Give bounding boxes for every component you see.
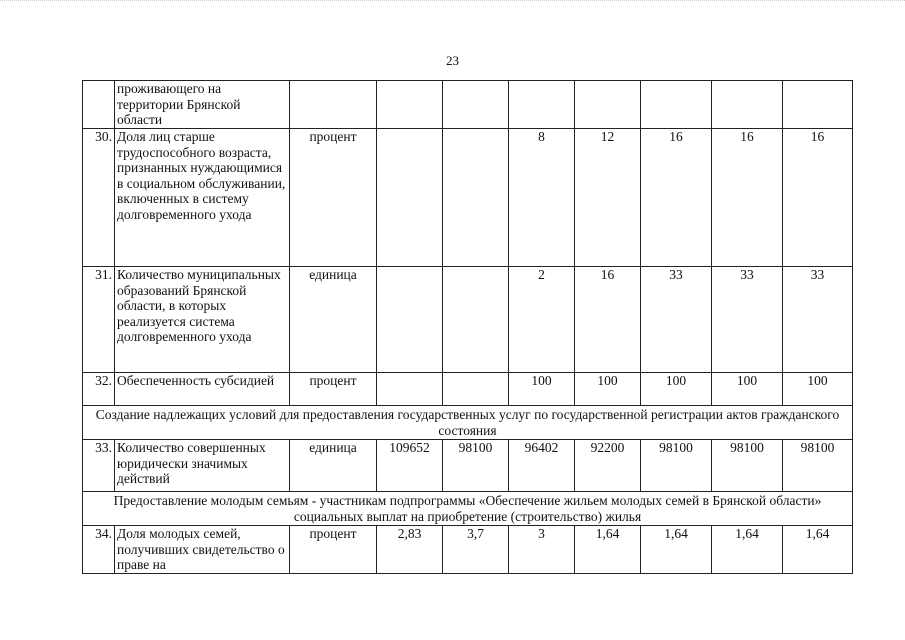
scan-edge-artifact [0, 0, 905, 15]
unit-of-measure: процент [290, 526, 377, 574]
value-cell: 98100 [783, 440, 853, 492]
value-cell [443, 129, 509, 267]
table-row [83, 526, 853, 574]
indicators-table-body [83, 81, 853, 574]
value-cell: 16 [641, 129, 712, 267]
value-cell: 3,7 [443, 526, 509, 574]
table-row [83, 440, 853, 492]
indicators-table [82, 80, 853, 574]
table-row [83, 267, 853, 373]
value-cell: 3 [509, 526, 575, 574]
value-cell: 100 [712, 373, 783, 406]
table-row [83, 129, 853, 267]
value-cell: 100 [509, 373, 575, 406]
value-cell: 12 [575, 129, 641, 267]
row-number: 34. [83, 526, 115, 574]
row-number [83, 81, 115, 129]
value-cell: 2,83 [377, 526, 443, 574]
indicator-name: Количество муниципальных образований Брянской области, в которых реализуется система долговременного ухода [115, 267, 290, 373]
table-row [83, 81, 853, 129]
value-cell: 16 [712, 129, 783, 267]
row-number: 31. [83, 267, 115, 373]
value-cell: 1,64 [641, 526, 712, 574]
row-number: 30. [83, 129, 115, 267]
value-cell: 98100 [712, 440, 783, 492]
unit-of-measure: единица [290, 267, 377, 373]
value-cell: 8 [509, 129, 575, 267]
unit-of-measure: единица [290, 440, 377, 492]
value-cell: 100 [783, 373, 853, 406]
section-header-row [83, 492, 853, 526]
value-cell: 98100 [443, 440, 509, 492]
value-cell: 16 [783, 129, 853, 267]
value-cell [443, 373, 509, 406]
value-cell: 1,64 [783, 526, 853, 574]
page-number: 23 [446, 53, 459, 68]
indicator-name: Обеспеченность субсидией [115, 373, 290, 406]
value-cell: 92200 [575, 440, 641, 492]
value-cell: 100 [575, 373, 641, 406]
value-cell: 33 [783, 267, 853, 373]
value-cell: 98100 [641, 440, 712, 492]
value-cell [377, 373, 443, 406]
value-cell [509, 81, 575, 129]
unit-of-measure: процент [290, 373, 377, 406]
value-cell [443, 81, 509, 129]
value-cell [575, 81, 641, 129]
value-cell: 109652 [377, 440, 443, 492]
value-cell: 16 [575, 267, 641, 373]
value-cell: 1,64 [575, 526, 641, 574]
value-cell [377, 129, 443, 267]
value-cell: 33 [641, 267, 712, 373]
value-cell [712, 81, 783, 129]
value-cell [783, 81, 853, 129]
value-cell [443, 267, 509, 373]
table-row [83, 373, 853, 406]
section-title: Создание надлежащих условий для предоставления государственных услуг по государственной регистрации актов гражданского состояния [83, 406, 853, 440]
row-number: 32. [83, 373, 115, 406]
indicator-name: Доля молодых семей, получивших свидетельство о праве на [115, 526, 290, 574]
indicator-name: проживающего на территории Брянской области [115, 81, 290, 129]
unit-of-measure [290, 81, 377, 129]
value-cell: 96402 [509, 440, 575, 492]
value-cell [377, 81, 443, 129]
section-header-row [83, 406, 853, 440]
value-cell [641, 81, 712, 129]
value-cell: 100 [641, 373, 712, 406]
unit-of-measure: процент [290, 129, 377, 267]
section-title: Предоставление молодым семьям - участникам подпрограммы «Обеспечение жильем молодых семей в Брянской области» социальных выплат на приобретение (строительство) жилья [83, 492, 853, 526]
indicator-name: Количество совершенных юридически значимых действий [115, 440, 290, 492]
row-number: 33. [83, 440, 115, 492]
value-cell: 33 [712, 267, 783, 373]
value-cell: 2 [509, 267, 575, 373]
value-cell [377, 267, 443, 373]
indicator-name: Доля лиц старше трудоспособного возраста, признанных нуждающимися в социальном обслуживании, включенных в систему долговременного ухода [115, 129, 290, 267]
value-cell: 1,64 [712, 526, 783, 574]
